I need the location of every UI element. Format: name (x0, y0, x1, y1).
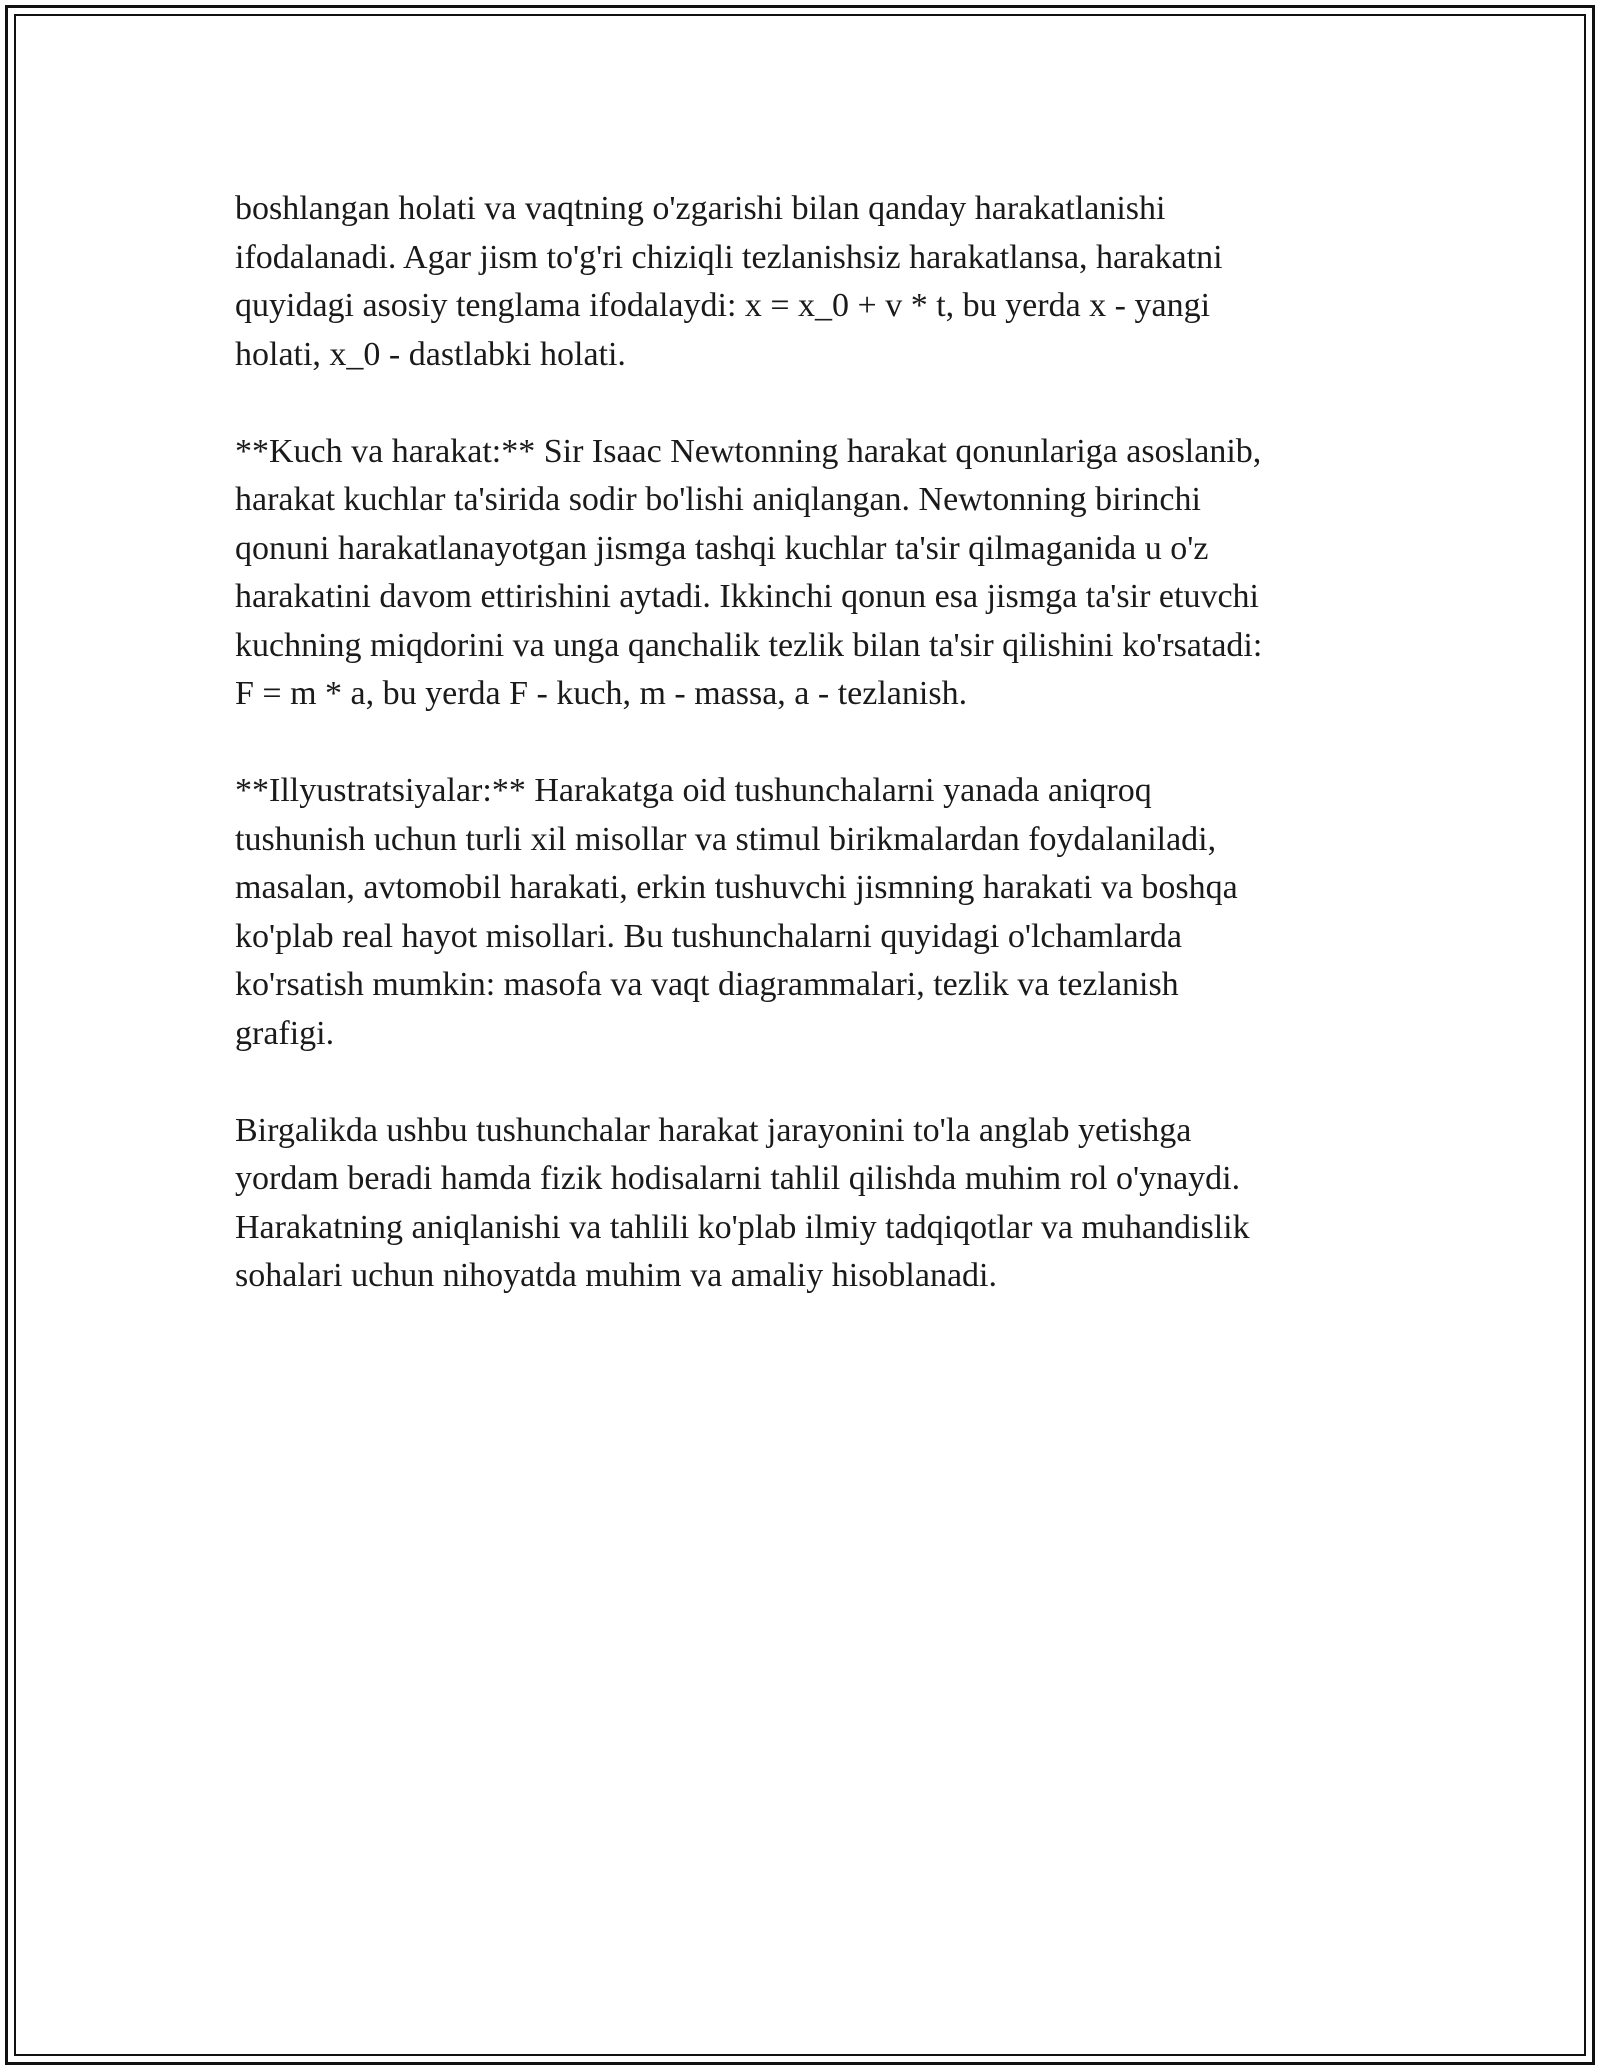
paragraph-illustrations: **Illyustratsiyalar:** Harakatga oid tushunchalarni yanada aniqroq tushunish uchun turli xil misollar va stimul birikmalardan foydalaniladi, masalan, avtomobil harakati, erkin tushuvchi jismning harakati va boshqa ko'plab real hayot misollari. Bu tushunchalarni quyidagi o'lchamlarda ko'rsatish mumkin: masofa va vaqt diagrammalari, tezlik va tezlanish grafigi. (235, 772, 1238, 1052)
paragraph-force-and-motion: **Kuch va harakat:** Sir Isaac Newtonning harakat qonunlariga asoslanib, harakat kuchlar ta'sirida sodir bo'lishi aniqlangan. Newtonning birinchi qonuni harakatlanayotgan jismga tashqi kuchlar ta'sir qilmaganida u o'z harakatini davom ettirishini aytadi. Ikkinchi qonun esa jismga ta'sir etuvchi kuchning miqdorini va unga qanchalik tezlik bilan ta'sir qilishini ko'rsatadi: F = m * a, bu yerda F - kuch, m - massa, a - tezlanish. (235, 432, 1263, 712)
paragraph-motion-equation: boshlangan holati va vaqtning o'zgarishi bilan qanday harakatlanishi ifodalanadi. Agar jism to'g'ri chiziqli tezlanishsiz harakatlansa, harakatni quyidagi asosiy tenglama ifodalaydi: x = x_0 + v * t, bu yerda x - yangi holati, x_0 - dastlabki holati. (235, 190, 1223, 373)
paragraph-conclusion: Birgalikda ushbu tushunchalar harakat jarayonini to'la anglab yetishga yordam beradi hamda fizik hodisalarni tahlil qilishda muhim rol o'ynaydi. Harakatning aniqlanishi va tahlili ko'plab ilmiy tadqiqotlar va muhandislik sohalari uchun nihoyatda muhim va amaliy hisoblanadi. (235, 1111, 1250, 1294)
document-body (235, 185, 1365, 1349)
